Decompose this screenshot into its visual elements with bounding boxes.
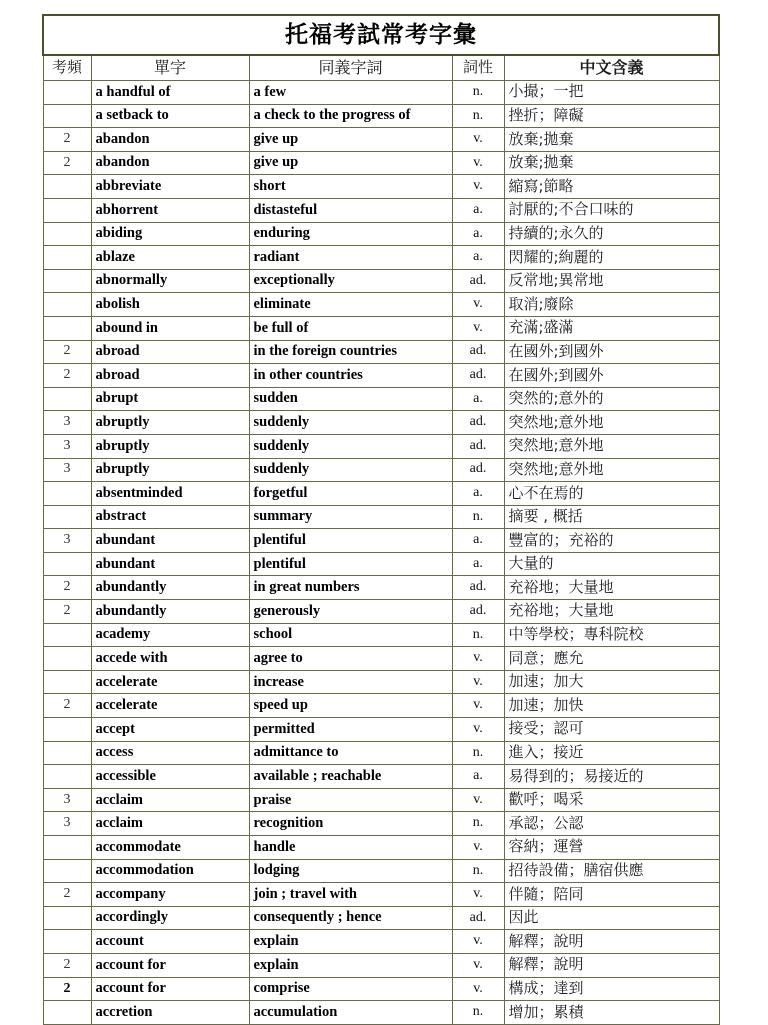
cell-frequency: 3 bbox=[43, 788, 91, 812]
cell-synonym: in great numbers bbox=[249, 576, 452, 600]
cell-synonym: radiant bbox=[249, 246, 452, 270]
cell-chinese-meaning: 解釋；說明 bbox=[504, 930, 719, 954]
table-row bbox=[43, 906, 719, 930]
cell-synonym: handle bbox=[249, 836, 452, 860]
cell-chinese-meaning: 放棄;拋棄 bbox=[504, 128, 719, 152]
cell-part-of-speech: v. bbox=[452, 694, 504, 718]
column-header-chinese-meaning: 中文含義 bbox=[504, 55, 719, 81]
cell-synonym: short bbox=[249, 175, 452, 199]
cell-chinese-meaning: 在國外;到國外 bbox=[504, 364, 719, 388]
cell-word: account for bbox=[91, 977, 249, 1001]
cell-synonym: distasteful bbox=[249, 198, 452, 222]
cell-word: abbreviate bbox=[91, 175, 249, 199]
cell-synonym: increase bbox=[249, 670, 452, 694]
cell-chinese-meaning: 容納；運營 bbox=[504, 836, 719, 860]
table-row bbox=[43, 104, 719, 128]
table-row bbox=[43, 175, 719, 199]
cell-synonym: suddenly bbox=[249, 458, 452, 482]
cell-chinese-meaning: 大量的 bbox=[504, 552, 719, 576]
cell-part-of-speech: ad. bbox=[452, 340, 504, 364]
cell-word: a setback to bbox=[91, 104, 249, 128]
cell-synonym: forgetful bbox=[249, 482, 452, 506]
cell-word: abound in bbox=[91, 316, 249, 340]
cell-chinese-meaning: 持續的;永久的 bbox=[504, 222, 719, 246]
cell-synonym: give up bbox=[249, 151, 452, 175]
cell-word: abstract bbox=[91, 505, 249, 529]
cell-part-of-speech: ad. bbox=[452, 434, 504, 458]
cell-word: abrupt bbox=[91, 387, 249, 411]
table-row bbox=[43, 930, 719, 954]
cell-word: absentminded bbox=[91, 482, 249, 506]
cell-word: abhorrent bbox=[91, 198, 249, 222]
cell-frequency: 2 bbox=[43, 883, 91, 907]
cell-part-of-speech: n. bbox=[452, 104, 504, 128]
cell-word: accretion bbox=[91, 1001, 249, 1025]
cell-synonym: exceptionally bbox=[249, 269, 452, 293]
cell-frequency: 3 bbox=[43, 411, 91, 435]
cell-synonym: a few bbox=[249, 81, 452, 105]
column-header-part-of-speech: 詞性 bbox=[452, 55, 504, 81]
cell-synonym: permitted bbox=[249, 718, 452, 742]
cell-synonym: plentiful bbox=[249, 529, 452, 553]
cell-synonym: join ; travel with bbox=[249, 883, 452, 907]
cell-frequency bbox=[43, 930, 91, 954]
cell-synonym: explain bbox=[249, 953, 452, 977]
cell-word: account bbox=[91, 930, 249, 954]
table-row bbox=[43, 788, 719, 812]
cell-chinese-meaning: 伴隨；陪同 bbox=[504, 883, 719, 907]
cell-part-of-speech: v. bbox=[452, 128, 504, 152]
cell-synonym: recognition bbox=[249, 812, 452, 836]
cell-frequency: 3 bbox=[43, 529, 91, 553]
cell-word: abolish bbox=[91, 293, 249, 317]
cell-frequency bbox=[43, 387, 91, 411]
table-row bbox=[43, 576, 719, 600]
table-row bbox=[43, 953, 719, 977]
cell-word: accordingly bbox=[91, 906, 249, 930]
cell-synonym: speed up bbox=[249, 694, 452, 718]
column-header-frequency: 考頻 bbox=[43, 55, 91, 81]
cell-chinese-meaning: 構成；達到 bbox=[504, 977, 719, 1001]
cell-part-of-speech: a. bbox=[452, 222, 504, 246]
cell-word: ablaze bbox=[91, 246, 249, 270]
cell-chinese-meaning: 閃耀的;絢麗的 bbox=[504, 246, 719, 270]
cell-synonym: praise bbox=[249, 788, 452, 812]
cell-word: abruptly bbox=[91, 434, 249, 458]
cell-synonym: agree to bbox=[249, 647, 452, 671]
cell-synonym: school bbox=[249, 623, 452, 647]
cell-synonym: suddenly bbox=[249, 411, 452, 435]
cell-frequency bbox=[43, 647, 91, 671]
cell-chinese-meaning: 接受；認可 bbox=[504, 718, 719, 742]
cell-frequency bbox=[43, 552, 91, 576]
table-row bbox=[43, 458, 719, 482]
cell-part-of-speech: ad. bbox=[452, 364, 504, 388]
cell-word: abruptly bbox=[91, 458, 249, 482]
cell-frequency bbox=[43, 836, 91, 860]
cell-frequency bbox=[43, 222, 91, 246]
cell-part-of-speech: a. bbox=[452, 246, 504, 270]
cell-frequency bbox=[43, 859, 91, 883]
cell-word: accompany bbox=[91, 883, 249, 907]
table-row bbox=[43, 505, 719, 529]
cell-chinese-meaning: 突然地;意外地 bbox=[504, 434, 719, 458]
table-row bbox=[43, 198, 719, 222]
cell-chinese-meaning: 歡呼；喝采 bbox=[504, 788, 719, 812]
table-row bbox=[43, 387, 719, 411]
cell-frequency: 2 bbox=[43, 364, 91, 388]
table-row bbox=[43, 246, 719, 270]
cell-part-of-speech: v. bbox=[452, 647, 504, 671]
cell-word: accessible bbox=[91, 765, 249, 789]
cell-frequency bbox=[43, 623, 91, 647]
cell-chinese-meaning: 在國外;到國外 bbox=[504, 340, 719, 364]
cell-chinese-meaning: 充滿;盛滿 bbox=[504, 316, 719, 340]
column-header-word: 單字 bbox=[91, 55, 249, 81]
cell-synonym: sudden bbox=[249, 387, 452, 411]
cell-part-of-speech: a. bbox=[452, 529, 504, 553]
cell-chinese-meaning: 縮寫;節略 bbox=[504, 175, 719, 199]
cell-frequency bbox=[43, 316, 91, 340]
table-row bbox=[43, 293, 719, 317]
cell-synonym: enduring bbox=[249, 222, 452, 246]
cell-part-of-speech: v. bbox=[452, 718, 504, 742]
cell-frequency bbox=[43, 246, 91, 270]
cell-synonym: give up bbox=[249, 128, 452, 152]
column-header-synonym: 同義字詞 bbox=[249, 55, 452, 81]
cell-synonym: eliminate bbox=[249, 293, 452, 317]
cell-word: academy bbox=[91, 623, 249, 647]
cell-synonym: lodging bbox=[249, 859, 452, 883]
table-row bbox=[43, 765, 719, 789]
cell-part-of-speech: ad. bbox=[452, 906, 504, 930]
table-row bbox=[43, 269, 719, 293]
cell-chinese-meaning: 中等學校；專科院校 bbox=[504, 623, 719, 647]
cell-frequency bbox=[43, 482, 91, 506]
table-row bbox=[43, 812, 719, 836]
document-title: 托福考試常考字彙 bbox=[43, 15, 719, 55]
cell-part-of-speech: ad. bbox=[452, 269, 504, 293]
cell-synonym: available ; reachable bbox=[249, 765, 452, 789]
cell-synonym: in other countries bbox=[249, 364, 452, 388]
vocabulary-table bbox=[42, 14, 720, 1025]
cell-synonym: comprise bbox=[249, 977, 452, 1001]
cell-synonym: explain bbox=[249, 930, 452, 954]
cell-frequency bbox=[43, 269, 91, 293]
cell-synonym: summary bbox=[249, 505, 452, 529]
title-row bbox=[43, 15, 719, 55]
cell-frequency: 2 bbox=[43, 953, 91, 977]
cell-part-of-speech: v. bbox=[452, 151, 504, 175]
table-row bbox=[43, 623, 719, 647]
cell-part-of-speech: v. bbox=[452, 175, 504, 199]
table-row bbox=[43, 647, 719, 671]
cell-chinese-meaning: 突然地;意外地 bbox=[504, 411, 719, 435]
cell-part-of-speech: v. bbox=[452, 930, 504, 954]
cell-chinese-meaning: 解釋；說明 bbox=[504, 953, 719, 977]
cell-part-of-speech: a. bbox=[452, 482, 504, 506]
cell-frequency: 3 bbox=[43, 434, 91, 458]
table-row bbox=[43, 859, 719, 883]
cell-word: accelerate bbox=[91, 694, 249, 718]
cell-chinese-meaning: 討厭的;不合口味的 bbox=[504, 198, 719, 222]
cell-word: abnormally bbox=[91, 269, 249, 293]
cell-synonym: accumulation bbox=[249, 1001, 452, 1025]
table-row bbox=[43, 670, 719, 694]
cell-frequency bbox=[43, 293, 91, 317]
cell-part-of-speech: a. bbox=[452, 198, 504, 222]
cell-synonym: consequently ; hence bbox=[249, 906, 452, 930]
cell-word: access bbox=[91, 741, 249, 765]
cell-word: accede with bbox=[91, 647, 249, 671]
cell-part-of-speech: ad. bbox=[452, 576, 504, 600]
cell-part-of-speech: a. bbox=[452, 552, 504, 576]
table-body bbox=[43, 81, 719, 1025]
cell-frequency bbox=[43, 765, 91, 789]
cell-chinese-meaning: 放棄;拋棄 bbox=[504, 151, 719, 175]
cell-synonym: be full of bbox=[249, 316, 452, 340]
cell-word: abiding bbox=[91, 222, 249, 246]
cell-part-of-speech: v. bbox=[452, 670, 504, 694]
cell-word: accommodation bbox=[91, 859, 249, 883]
cell-part-of-speech: n. bbox=[452, 623, 504, 647]
cell-word: abandon bbox=[91, 151, 249, 175]
table-row bbox=[43, 411, 719, 435]
cell-chinese-meaning: 心不在焉的 bbox=[504, 482, 719, 506]
table-row bbox=[43, 529, 719, 553]
cell-frequency bbox=[43, 670, 91, 694]
cell-word: abroad bbox=[91, 364, 249, 388]
cell-frequency: 2 bbox=[43, 151, 91, 175]
table-header bbox=[43, 15, 719, 81]
table-row bbox=[43, 128, 719, 152]
cell-word: abundantly bbox=[91, 600, 249, 624]
cell-word: abundant bbox=[91, 529, 249, 553]
cell-frequency: 2 bbox=[43, 600, 91, 624]
cell-word: abruptly bbox=[91, 411, 249, 435]
cell-frequency bbox=[43, 906, 91, 930]
table-row bbox=[43, 718, 719, 742]
cell-word: accept bbox=[91, 718, 249, 742]
cell-frequency bbox=[43, 718, 91, 742]
cell-part-of-speech: n. bbox=[452, 505, 504, 529]
table-row bbox=[43, 883, 719, 907]
cell-synonym: suddenly bbox=[249, 434, 452, 458]
cell-frequency bbox=[43, 1001, 91, 1025]
cell-chinese-meaning: 取消;廢除 bbox=[504, 293, 719, 317]
cell-part-of-speech: n. bbox=[452, 1001, 504, 1025]
table-row bbox=[43, 694, 719, 718]
cell-part-of-speech: v. bbox=[452, 788, 504, 812]
cell-part-of-speech: a. bbox=[452, 765, 504, 789]
cell-frequency: 2 bbox=[43, 694, 91, 718]
cell-part-of-speech: v. bbox=[452, 293, 504, 317]
cell-chinese-meaning: 突然的;意外的 bbox=[504, 387, 719, 411]
cell-part-of-speech: n. bbox=[452, 741, 504, 765]
table-row bbox=[43, 81, 719, 105]
cell-word: account for bbox=[91, 953, 249, 977]
cell-part-of-speech: ad. bbox=[452, 600, 504, 624]
column-header-row bbox=[43, 55, 719, 81]
cell-chinese-meaning: 增加；累積 bbox=[504, 1001, 719, 1025]
table-row bbox=[43, 482, 719, 506]
cell-chinese-meaning: 突然地;意外地 bbox=[504, 458, 719, 482]
cell-part-of-speech: n. bbox=[452, 859, 504, 883]
cell-frequency bbox=[43, 175, 91, 199]
cell-frequency bbox=[43, 741, 91, 765]
cell-part-of-speech: v. bbox=[452, 836, 504, 860]
cell-part-of-speech: ad. bbox=[452, 458, 504, 482]
cell-chinese-meaning: 招待設備；膳宿供應 bbox=[504, 859, 719, 883]
cell-part-of-speech: n. bbox=[452, 81, 504, 105]
cell-chinese-meaning: 小撮；一把 bbox=[504, 81, 719, 105]
cell-part-of-speech: v. bbox=[452, 316, 504, 340]
table-row bbox=[43, 1001, 719, 1025]
cell-part-of-speech: v. bbox=[452, 883, 504, 907]
cell-frequency bbox=[43, 198, 91, 222]
table-row bbox=[43, 552, 719, 576]
cell-frequency: 2 bbox=[43, 128, 91, 152]
cell-chinese-meaning: 摘要 , 概括 bbox=[504, 505, 719, 529]
table-row bbox=[43, 316, 719, 340]
cell-word: acclaim bbox=[91, 812, 249, 836]
cell-word: accommodate bbox=[91, 836, 249, 860]
table-row bbox=[43, 977, 719, 1001]
cell-part-of-speech: ad. bbox=[452, 411, 504, 435]
table-row bbox=[43, 151, 719, 175]
cell-word: a handful of bbox=[91, 81, 249, 105]
cell-word: abandon bbox=[91, 128, 249, 152]
table-row bbox=[43, 340, 719, 364]
table-row bbox=[43, 836, 719, 860]
cell-chinese-meaning: 充裕地；大量地 bbox=[504, 600, 719, 624]
cell-frequency: 2 bbox=[43, 576, 91, 600]
cell-chinese-meaning: 反常地;異常地 bbox=[504, 269, 719, 293]
cell-part-of-speech: v. bbox=[452, 953, 504, 977]
cell-word: acclaim bbox=[91, 788, 249, 812]
table-row bbox=[43, 600, 719, 624]
cell-chinese-meaning: 進入；接近 bbox=[504, 741, 719, 765]
cell-chinese-meaning: 承認；公認 bbox=[504, 812, 719, 836]
cell-frequency bbox=[43, 81, 91, 105]
cell-chinese-meaning: 因此 bbox=[504, 906, 719, 930]
cell-word: abroad bbox=[91, 340, 249, 364]
cell-chinese-meaning: 加速；加快 bbox=[504, 694, 719, 718]
cell-chinese-meaning: 挫折；障礙 bbox=[504, 104, 719, 128]
cell-synonym: plentiful bbox=[249, 552, 452, 576]
cell-frequency bbox=[43, 104, 91, 128]
table-row bbox=[43, 741, 719, 765]
cell-chinese-meaning: 充裕地；大量地 bbox=[504, 576, 719, 600]
cell-synonym: in the foreign countries bbox=[249, 340, 452, 364]
cell-synonym: a check to the progress of bbox=[249, 104, 452, 128]
table-row bbox=[43, 434, 719, 458]
cell-frequency: 2 bbox=[43, 977, 91, 1001]
cell-frequency: 3 bbox=[43, 458, 91, 482]
cell-part-of-speech: a. bbox=[452, 387, 504, 411]
table-row bbox=[43, 222, 719, 246]
cell-synonym: admittance to bbox=[249, 741, 452, 765]
cell-word: abundantly bbox=[91, 576, 249, 600]
table-row bbox=[43, 364, 719, 388]
cell-frequency: 2 bbox=[43, 340, 91, 364]
cell-word: abundant bbox=[91, 552, 249, 576]
cell-frequency: 3 bbox=[43, 812, 91, 836]
cell-chinese-meaning: 易得到的；易接近的 bbox=[504, 765, 719, 789]
cell-part-of-speech: n. bbox=[452, 812, 504, 836]
cell-chinese-meaning: 加速；加大 bbox=[504, 670, 719, 694]
cell-chinese-meaning: 豐富的；充裕的 bbox=[504, 529, 719, 553]
cell-part-of-speech: v. bbox=[452, 977, 504, 1001]
cell-synonym: generously bbox=[249, 600, 452, 624]
cell-frequency bbox=[43, 505, 91, 529]
cell-chinese-meaning: 同意；應允 bbox=[504, 647, 719, 671]
cell-word: accelerate bbox=[91, 670, 249, 694]
